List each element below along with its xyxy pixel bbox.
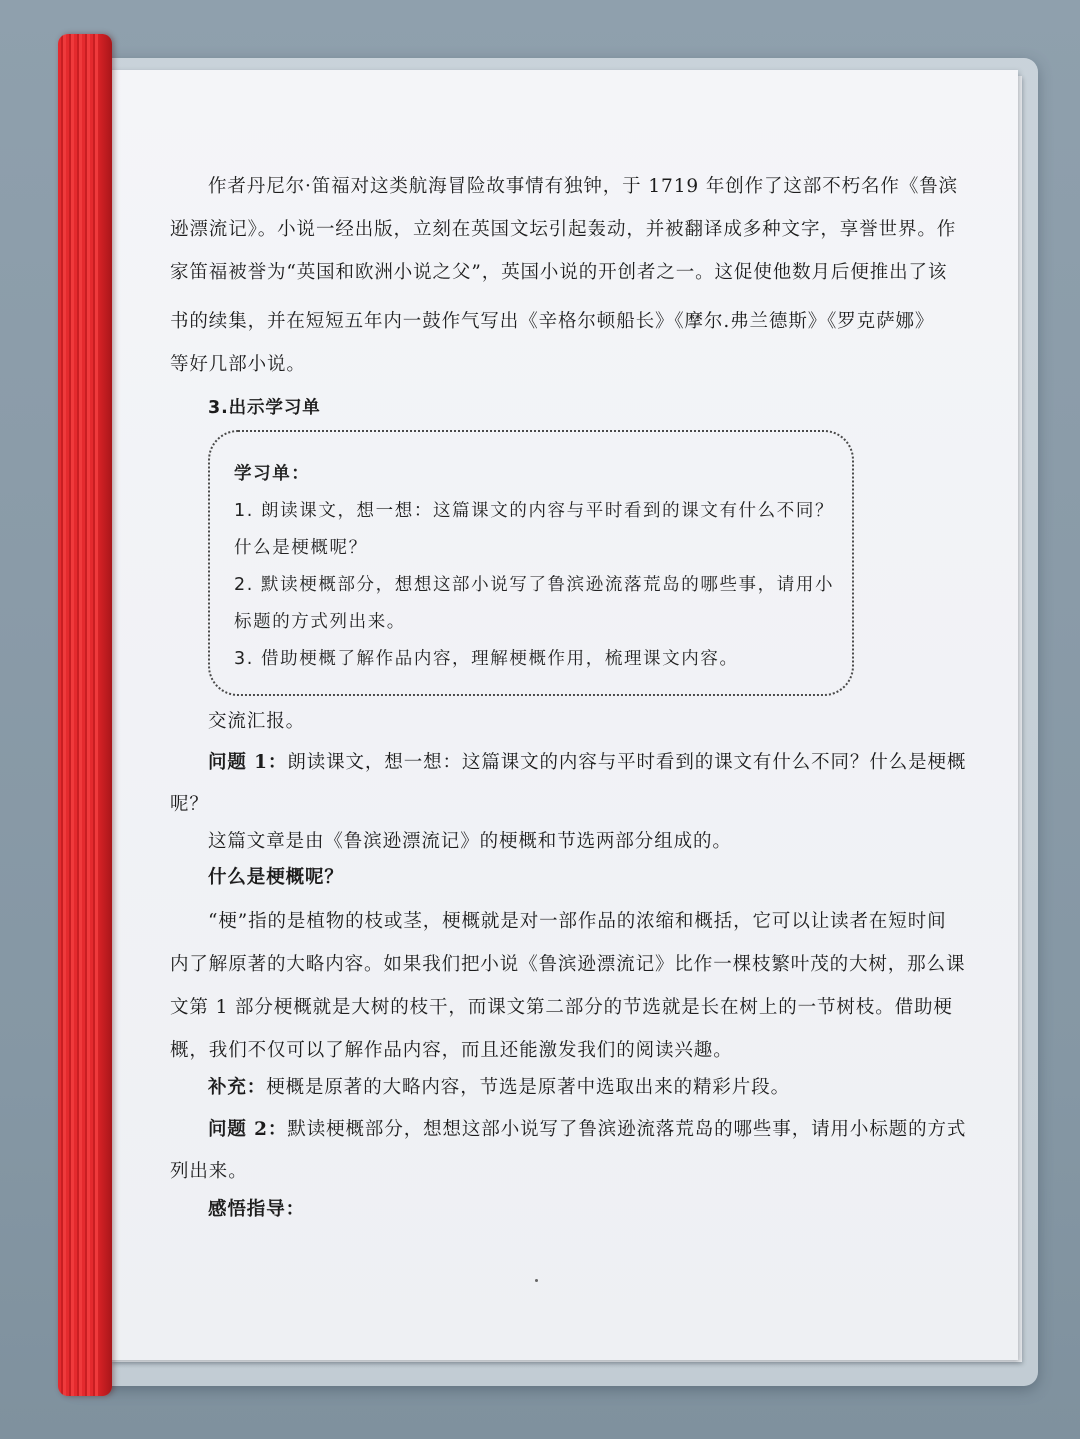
para2-line1: “梗”指的是植物的枝或茎，梗概就是对一部作品的浓缩和概括，它可以让读者在短时间	[208, 911, 947, 932]
worksheet-line-1: 1. 朗读课文，想一想：这篇课文的内容与平时看到的课文有什么不同？	[234, 501, 835, 521]
question-1-label: 问题 1：	[208, 752, 288, 773]
supplement-label: 补充：	[208, 1077, 267, 1098]
guidance-heading: 感悟指导：	[208, 1199, 306, 1220]
para1-line1: 作者丹尼尔·笛福对这类航海冒险故事情有独钟，于 1719 年创作了这部不朽名作《鲁滨	[208, 176, 959, 197]
supplement	[208, 1073, 974, 1099]
worksheet-line-5: 3. 借助梗概了解作品内容，理解梗概作用，梳理课文内容。	[234, 649, 739, 669]
para2-line4: 概，我们不仅可以了解作品内容，而且还能激发我们的阅读兴趣。	[170, 1040, 733, 1061]
question-2-cont: 列出来。	[170, 1161, 248, 1182]
answer-1: 这篇文章是由《鲁滨逊漂流记》的梗概和节选两部分组成的。	[208, 831, 732, 852]
supplement-text: 梗概是原著的大略内容，节选是原著中选取出来的精彩片段。	[266, 1077, 791, 1098]
paper-speck	[535, 1279, 538, 1282]
worksheet-line-2: 什么是梗概呢？	[234, 538, 368, 558]
para2-line2: 内了解原著的大略内容。如果我们把小说《鲁滨逊漂流记》比作一棵枝繁叶茂的大树，那么课	[170, 954, 966, 975]
red-binder-spine	[58, 34, 112, 1396]
para2-line3: 文第 1 部分梗概就是大树的枝干，而课文第二部分的节选就是长在树上的一节树枝。借助梗	[170, 997, 953, 1018]
para1-line3: 家笛福被誉为“英国和欧洲小说之父”，英国小说的开创者之一。这促使他数月后便推出了该	[170, 262, 948, 283]
what-is-heading: 什么是梗概呢？	[208, 867, 344, 888]
question-2-text: 默读梗概部分，想想这部小说写了鲁滨逊流落荒岛的哪些事，请用小标题的方式	[287, 1119, 967, 1140]
question-2	[208, 1115, 974, 1141]
question-1-text: 朗读课文，想一想：这篇课文的内容与平时看到的课文有什么不同？什么是梗概	[287, 752, 967, 773]
report-line: 交流汇报。	[208, 711, 306, 732]
question-2-label: 问题 2：	[208, 1119, 288, 1140]
worksheet-title: 学习单：	[234, 464, 311, 484]
question-1	[208, 748, 974, 774]
para1-line4: 书的续集，并在短短五年内一鼓作气写出《辛格尔顿船长》《摩尔.弗兰德斯》《罗克萨娜》	[170, 311, 935, 332]
worksheet-line-3: 2. 默读梗概部分，想想这部小说写了鲁滨逊流落荒岛的哪些事，请用小	[234, 575, 835, 595]
para1-line5: 等好几部小说。	[170, 354, 306, 375]
para1-line2: 逊漂流记》。小说一经出版，立刻在英国文坛引起轰动，并被翻译成多种文字，享誉世界。作	[170, 219, 957, 240]
worksheet-line-4: 标题的方式列出来。	[234, 612, 406, 632]
question-1-cont: 呢？	[170, 794, 209, 815]
section-heading-3: 3.出示学习单	[208, 398, 321, 418]
